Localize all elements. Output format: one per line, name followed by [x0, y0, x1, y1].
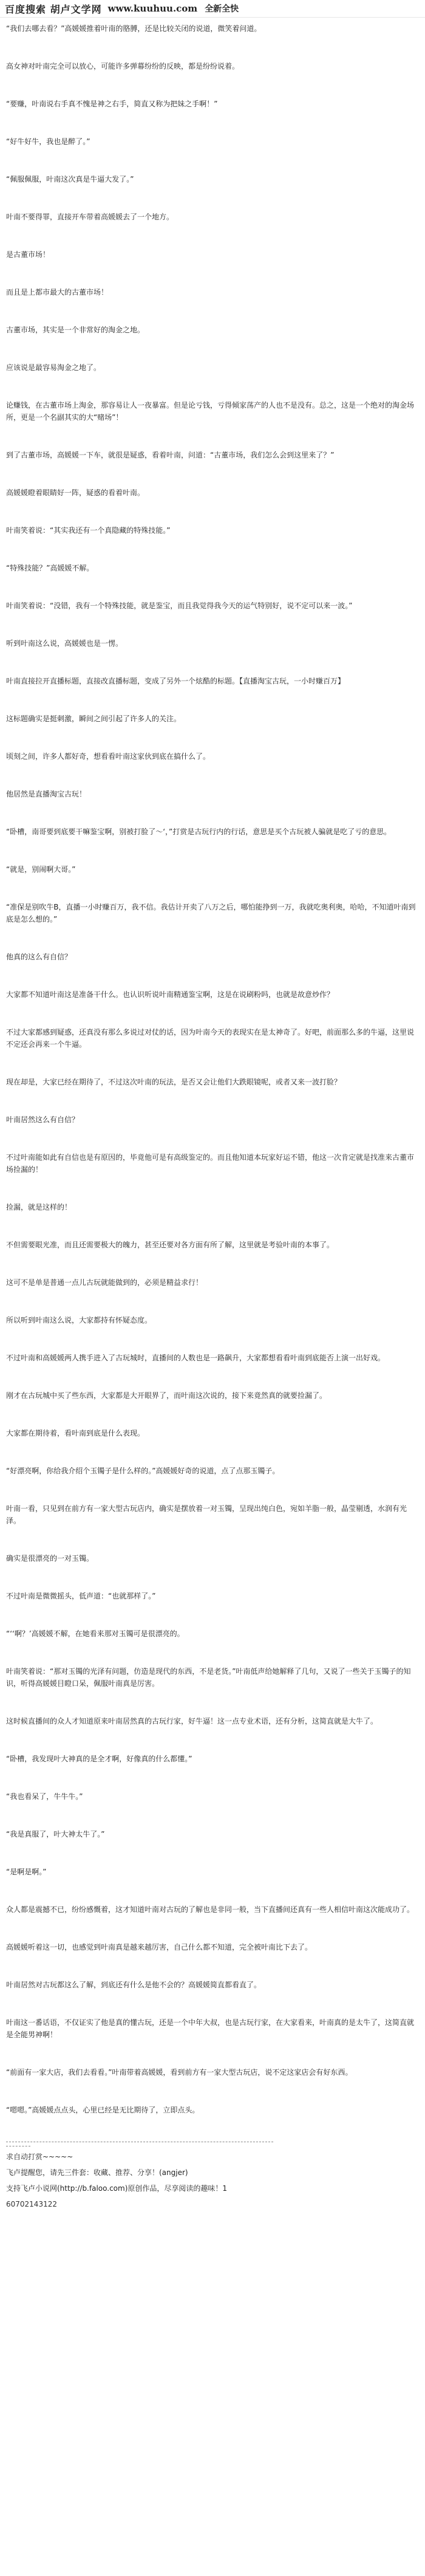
paragraph: 所以听到叶南这么说，大家都持有怀疑态度。 [6, 1316, 152, 1324]
paragraph: 不过大家都感到疑惑，还真没有那么多说过对仗的话，因为叶南今天的表现实在是太神奇了。好吧，前面那么多的牛逼，这里说不定还会再来一个牛逼。 [6, 1028, 415, 1049]
paragraph: 是古董市场！ [6, 250, 50, 259]
paragraph: 听到叶南这么说，高媛媛也是一愣。 [6, 639, 123, 648]
paragraph: 高媛媛瞪着眼睛好一阵，疑惑的看着叶南。 [6, 488, 145, 497]
paragraph: 论赚钱，在古董市场上淘金，那容易让人一夜暴富。但是论亏钱，亏得倾家荡产的人也不是没有。总之，这是一个绝对的淘金场所，更是一个名副其实的大“赌场”！ [6, 401, 415, 422]
paragraph: 不过叶南和高媛媛两人携手进入了古玩城时，直播间的人数也是一路飙升，大家都想看看叶南到底能否上演一出好戏。 [6, 1354, 386, 1362]
paragraph: 叶南笑着说：“其实我还有一个真隐藏的特殊技能。” [6, 526, 171, 535]
site-header [0, 0, 425, 18]
paragraph: 到了古董市场，高媛媛一下车，就很是疑惑，看着叶南，问道：“古董市场，我们怎么会到这里来了？” [6, 451, 335, 459]
paragraph: “特殊技能？”高媛媛不解。 [6, 564, 94, 572]
paragraph: “是啊是啊。” [6, 1868, 47, 1876]
paragraph: 叶南这一番话语，不仅证实了他是真的懂古玩，还是一个中年大叔，也是古玩行家，在大家看来，叶南真的是太牛了，这简直就是全能男神啊！ [6, 2018, 415, 2039]
paragraph: “卧槽，我发现叶大神真的是全才啊，好像真的什么都懂。” [6, 1755, 192, 1763]
paragraph: “卧槽，南哥要到底要干嘛鉴宝啊，别被打脸了～‘，”打赏是古玩行内的行话，意思是买个古玩被人骗就是吃了亏的意思。 [6, 827, 392, 836]
paragraph: 他居然是直播淘宝古玩！ [6, 790, 87, 798]
paragraph: 叶南不要得罪，直接开车带着高媛媛去了一个地方。 [6, 213, 174, 221]
paragraph: 大家都不知道叶南这是准备干什么。也认识听说叶南精通鉴宝啊，这是在说刷粉吗，也就是故意炒作？ [6, 990, 335, 999]
paragraph: 确实是很漂亮的一对玉镯。 [6, 1554, 94, 1563]
paragraph: 捡漏，就是这样的！ [6, 1203, 72, 1211]
paragraph: 高媛媛听着这一切，也感觉到叶南真是越来越厉害，自己什么都不知道，完全被叶南比下去了。 [6, 1943, 313, 1951]
paragraph: 这时候直播间的众人才知道原来叶南居然真的古玩行家，好牛逼！这一点专业术语，还有分析，这简直就是大牛了。 [6, 1717, 378, 1725]
header-tagline: 全新全快 [205, 4, 239, 14]
paragraph-list [6, 22, 419, 2116]
paragraph: “我们去哪去看？”高媛媛推着叶南的胳膊，还是比较关闭的说道，微笑着问道。 [6, 24, 262, 33]
paragraph: 古董市场，其实是一个非常好的淘金之地。 [6, 326, 145, 334]
paragraph: “我也看呆了，牛牛牛。” [6, 1792, 83, 1801]
paragraph: “好漂亮啊，你给我介绍个玉镯子是什么样的。”高媛媛好奇的说道，点了点那玉镯子。 [6, 1467, 280, 1475]
paragraph: 大家都在期待着，看叶南到底是什么表现。 [6, 1429, 145, 1437]
paragraph: 应该说是最容易淘金之地了。 [6, 363, 101, 372]
paragraph: “嗯嗯。”高媛媛点点头，心里已经是无比期待了，立即点头。 [6, 2106, 200, 2114]
paragraph: 不但需要眼光准，而且还需要极大的魄力，甚至还要对各方面有所了解，这里就是考验叶南的本事了。 [6, 1241, 335, 1249]
paragraph: “我是真服了，叶大神太牛了。” [6, 1830, 105, 1838]
paragraph: 这可不是单是普通一点儿古玩就能做到的，必须是精益求行！ [6, 1278, 203, 1287]
paragraph: 他真的这么有自信？ [6, 953, 72, 961]
paragraph: 叶南笑着说：“没错，我有一个特殊技能，就是鉴宝，而且我觉得我今天的运气特别好，说不定可以来一波。” [6, 601, 353, 610]
paragraph: 叶南居然这么有自信？ [6, 1115, 80, 1124]
paragraph: 不过叶南是微微摇头，低声道：“也就那样了。” [6, 1592, 156, 1600]
brand-logo-text: 百度搜索 胡卢文学网 [5, 3, 102, 15]
paragraph: 叶南一看，只见到在前方有一家大型古玩店内，确实是摆放着一对玉镯，呈现出纯白色，宛如羊脂一般，晶莹剔透，水润有光泽。 [6, 1504, 407, 1525]
paragraph: 刚才在古玩城中买了些东西，大家都是大开眼界了，而叶南这次说的，接下来竟然真的就要捡漏了。 [6, 1391, 327, 1400]
paragraph: 现在却是，大家已经在期待了，不过这次叶南的玩法，是否又会让他们大跌眼镜呢，或者又来一波打脸？ [6, 1078, 342, 1086]
support-text[interactable]: 支持飞卢小说网(http://b.faloo.com)原创作品，尽享阅读的趣味！1 [6, 2184, 228, 2193]
reminder-text: 飞卢提醒您，请先三件套：收藏、推荐、分享！(angjer) [6, 2168, 188, 2177]
paragraph: 叶南居然对古玩都这么了解，到底还有什么是他不会的？高媛媛简直都看直了。 [6, 1981, 262, 1989]
paragraph: “要赚，叶南说右手真不愧是神之右手，简直又称为把妹之手啊！” [6, 100, 218, 108]
chapter-id: 60702143122 [6, 2200, 57, 2208]
paragraph: 而且是上都市最大的古董市场！ [6, 288, 109, 296]
paragraph: “就是，别闹啊大哥。” [6, 865, 76, 874]
paragraph: “好牛好牛，我也是醉了。” [6, 137, 90, 146]
paragraph: 叶南笑着说：“那对玉镯的光泽有问题，仿造是现代的东西，不是老货。”叶南低声给她解释了几句，又说了一些关于玉镯子的知识，听得高媛媛目瞪口呆，佩服叶南真是厉害。 [6, 1667, 411, 1688]
tip-request-text: 求自动打赏~~~~~ [6, 2153, 73, 2161]
paragraph: 不过叶南能如此有自信也是有原因的，毕竟他可是有高级鉴定的。而且他知道本玩家好运不错，他这一次肯定就是找准来古董市场捡漏的！ [6, 1153, 415, 1174]
paragraph: 叶南直接拉开直播标题，直接改直播标题，变成了另外一个炫酷的标题。【直播淘宝古玩，一小时赚百万】 [6, 677, 345, 685]
paragraph: 众人都是震撼不已，纷纷感慨着，这才知道叶南对古玩的了解也是非同一般，当下直播间还真有一些人相信叶南这次能成功了。 [6, 1905, 415, 1914]
site-url[interactable]: www.kuuhuu.com [107, 3, 198, 14]
paragraph: “‘‘啊？’高媛媛不解，在她看来那对玉镯可是很漂亮的。 [6, 1629, 185, 1638]
paragraph: “准保是别吹牛B，直播一小时赚百万，我不信。我估计开卖了八万之后，哪怕能挣到一万，我就吃奥利奥，哈哈，不知道叶南到底是怎么想的。” [6, 903, 416, 923]
paragraph: 这标题确实是挺刺激，瞬间之间引起了许多人的关注。 [6, 714, 182, 723]
paragraph: “佩服佩服，叶南这次真是牛逼大发了。” [6, 175, 134, 183]
paragraph: 高女神对叶南完全可以放心，可能许多弹幕纷纷的反映，都是纷纷说着。 [6, 62, 240, 70]
paragraph: “前面有一家大店，我们去看看。”叶南带着高媛媛，看到前方有一家大型古玩店，说不定这家店会有好东西。 [6, 2068, 353, 2077]
chapter-content [0, 18, 425, 2208]
paragraph: 顷刻之间，许多人都好奇，想看看叶南这家伙到底在搞什么了。 [6, 752, 211, 761]
